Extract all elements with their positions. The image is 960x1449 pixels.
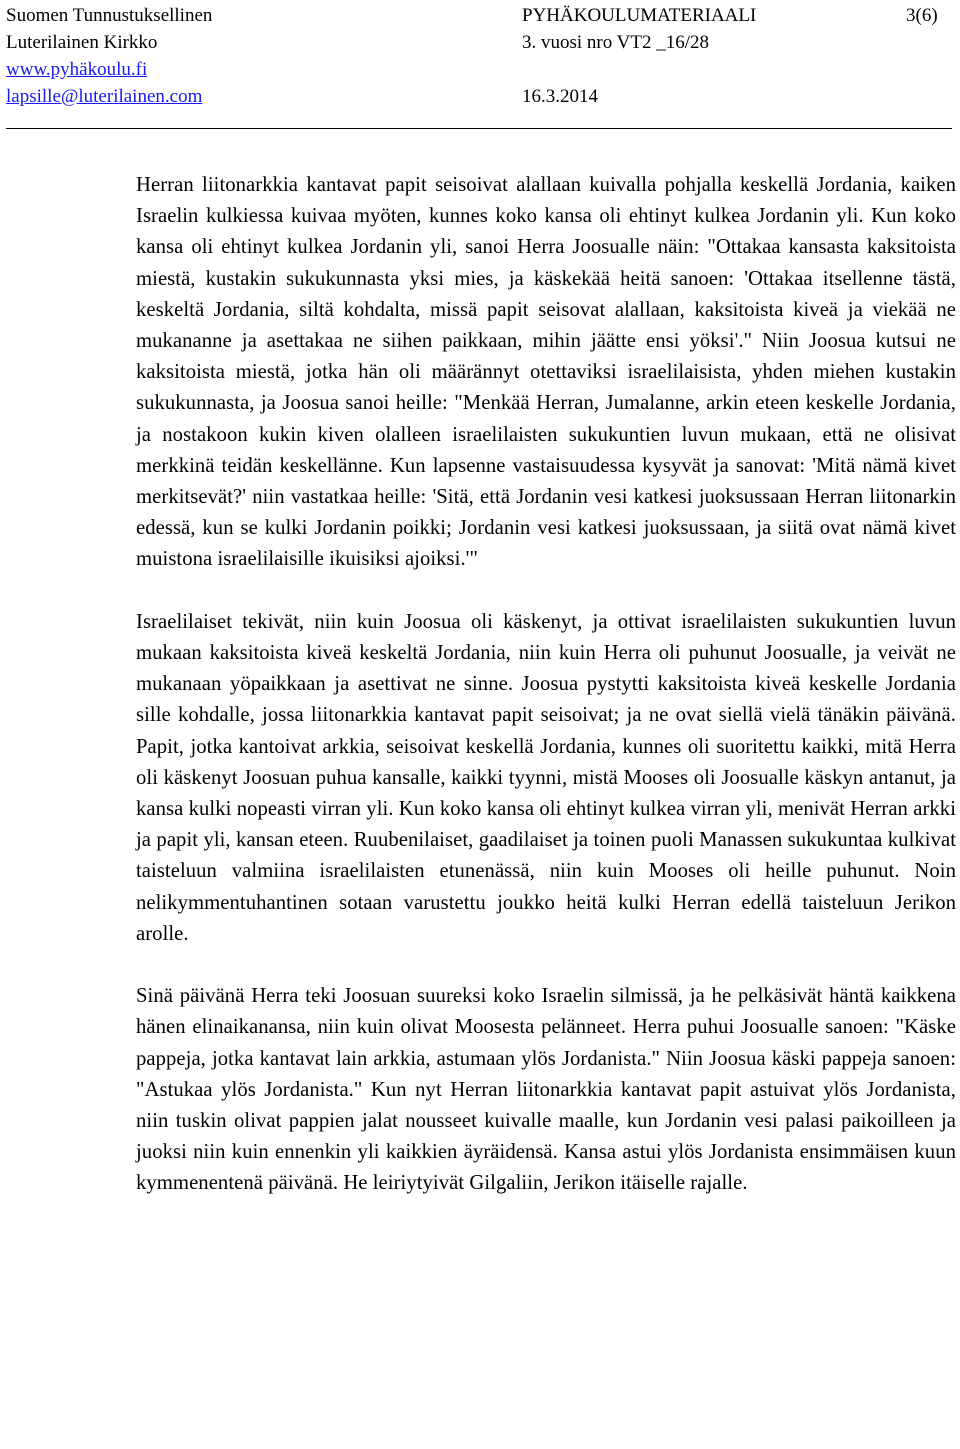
website-link[interactable]: www.pyhäkoulu.fi (6, 59, 148, 80)
page-header (0, 0, 960, 110)
paragraph-2: Israelilaiset tekivät, niin kuin Joosua oli käskenyt, ja ottivat israelilaisten sukukuntien luvun mukaan kaksitoista kiveä keskeltä Jordania, niin kuin Herra oli puhunut Joosualle, ja veivät ne mukanaan yöpaikkaan ja asettivat ne sinne. Joosua pystytti kaksitoista kiveä keskelle Jordania sille kohdalle, jossa liitonarkkia kantavat papit seisoivat; ja ne ovat siellä vielä tänäkin päivänä. Papit, jotka kantoivat arkkia, seisoivat keskellä Jordania, kunnes oli suoritettu kaikki, mitä Herra oli käskenyt Joosuan puhua kansalle, kaikki tyynni, mistä Mooses oli Joosualle käskyn antanut, ja kansa kulki nopeasti virran yli. Kun koko kansa oli ehtinyt kulkea virran yli, menivät Herran arkki ja papit yli, kansan eteen. Ruubenilaiset, gaadilaiset ja toinen puoli Manassen sukukuntaa kulkivat taisteluun valmiina israelilaisten etunenässä, niin kuin Mooses oli heille puhunut. Noin nelikymmentuhantinen sotaan varustettu joukko heitä kulki Herran edellä taisteluun Jerikon arolle. (136, 610, 956, 945)
document-body (136, 170, 956, 1200)
document-subtitle: 3. vuosi nro VT2 _16/28 (522, 32, 710, 53)
organization-name-line1: Suomen Tunnustuksellinen (6, 5, 213, 26)
header-divider (6, 128, 952, 129)
document-title: PYHÄKOULUMATERIAALI (522, 5, 757, 26)
organization-name-line2: Luterilainen Kirkko (6, 32, 158, 53)
document-date: 16.3.2014 (522, 86, 598, 107)
page-number: 3(6) (906, 5, 938, 26)
paragraph-3: Sinä päivänä Herra teki Joosuan suureksi koko Israelin silmissä, ja he pelkäsivät häntä kaikkena hänen elinaikanansa, niin kuin olivat Moosesta pelänneet. Herra puhui Joosualle sanoen: "Käske pappeja, jotka kantavat lain arkkia, astumaan ylös Jordanista." Niin Joosua käski pappeja sanoen: "Astukaa ylös Jordanista." Kun nyt Herran liitonarkkia kantavat papit astuivat ylös Jordanista, niin tuskin olivat pappien jalat nousseet kuivalle maalle, kun Jordanin vesi palasi paikoilleen ja juoksi niin kuin ennenkin yli kaikkien äyräidensä. Kansa astui ylös Jordanista ensimmäisen kuun kymmenentenä päivänä. He leiriytyivät Gilgaliin, Jerikon itäiselle rajalle. (136, 985, 956, 1195)
paragraph-1: Herran liitonarkkia kantavat papit seisoivat alallaan kuivalla pohjalla keskellä Jordania, kaiken Israelin kulkiessa kuivaa myöten, kunnes koko kansa oli ehtinyt kulkea Jordanin yli. Kun koko kansa oli ehtinyt kulkea Jordanin yli, sanoi Herra Joosualle näin: "Ottakaa kansasta kaksitoista miestä, kustakin sukukunnasta yksi mies, ja käskekää heitä sanoen: 'Ottakaa itsellenne tästä, keskeltä Jordania, siltä kohdalta, missä papit seisovat alallaan, kaksitoista kiveä ja viekää ne mukananne ja asettakaa ne siihen paikkaan, mihin jäätte ensi yöksi'." Niin Joosua kutsui ne kaksitoista miestä, jotka hän oli määrännyt otettaviksi israelilaisista, yhden miehen kustakin sukukunnasta, ja Joosua sanoi heille: "Menkää Herran, Jumalanne, arkin eteen keskelle Jordania, ja nostakoon kukin kiven olalleen israelilaisten sukukuntien luvun mukaan, että ne olisivat merkkinä teidän keskellänne. Kun lapsenne vastaisuudessa kysyvät ja sanovat: 'Mitä nämä kivet merkitsevät?' niin vastatkaa heille: 'Sitä, että Jordanin vesi katkesi juoksussaan Herran liitonarkin edessä, kun se kulki Jordanin poikki; Jordanin vesi katkesi juoksussaan, ja siitä ovat nämä kivet muistona israelilaisille ikuisiksi ajoiksi.'" (136, 174, 956, 571)
email-link[interactable]: lapsille@luterilainen.com (6, 86, 203, 107)
